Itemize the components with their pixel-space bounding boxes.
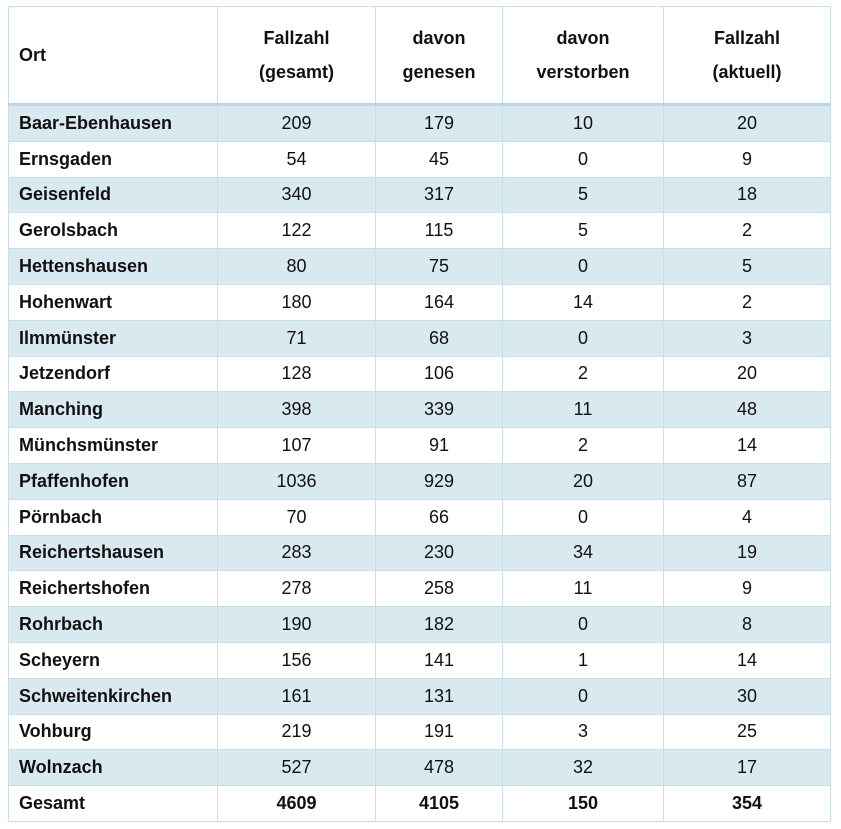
genesen-cell: 258 bbox=[376, 571, 503, 607]
header-line: Fallzahl bbox=[263, 28, 330, 48]
verstorben-cell: 10 bbox=[503, 105, 664, 142]
table-header bbox=[9, 7, 831, 105]
fallzahl-gesamt-cell: 398 bbox=[218, 392, 376, 428]
table-row bbox=[9, 750, 831, 786]
verstorben-cell: 20 bbox=[503, 463, 664, 499]
table-row bbox=[9, 284, 831, 320]
genesen-cell: 106 bbox=[376, 356, 503, 392]
table-row bbox=[9, 141, 831, 177]
fallzahl-aktuell-cell: 30 bbox=[664, 678, 831, 714]
verstorben-cell: 3 bbox=[503, 714, 664, 750]
table-row bbox=[9, 642, 831, 678]
header-ort: Ort bbox=[9, 7, 218, 105]
verstorben-cell: 14 bbox=[503, 284, 664, 320]
table-row bbox=[9, 535, 831, 571]
genesen-cell: 339 bbox=[376, 392, 503, 428]
fallzahl-gesamt-cell: 219 bbox=[218, 714, 376, 750]
table-row bbox=[9, 607, 831, 643]
genesen-cell: 478 bbox=[376, 750, 503, 786]
total-genesen-cell: 4105 bbox=[376, 786, 503, 822]
ort-cell: Baar-Ebenhausen bbox=[9, 105, 218, 142]
verstorben-cell: 0 bbox=[503, 607, 664, 643]
verstorben-cell: 0 bbox=[503, 499, 664, 535]
fallzahl-gesamt-cell: 190 bbox=[218, 607, 376, 643]
table-row bbox=[9, 392, 831, 428]
fallzahl-gesamt-cell: 161 bbox=[218, 678, 376, 714]
verstorben-cell: 5 bbox=[503, 213, 664, 249]
ort-cell: Reichertshausen bbox=[9, 535, 218, 571]
fallzahl-aktuell-cell: 48 bbox=[664, 392, 831, 428]
ort-cell: Ernsgaden bbox=[9, 141, 218, 177]
ort-cell: Schweitenkirchen bbox=[9, 678, 218, 714]
fallzahl-aktuell-cell: 25 bbox=[664, 714, 831, 750]
verstorben-cell: 2 bbox=[503, 356, 664, 392]
genesen-cell: 191 bbox=[376, 714, 503, 750]
verstorben-cell: 2 bbox=[503, 428, 664, 464]
fallzahl-aktuell-cell: 9 bbox=[664, 571, 831, 607]
genesen-cell: 68 bbox=[376, 320, 503, 356]
table-row bbox=[9, 105, 831, 142]
genesen-cell: 75 bbox=[376, 249, 503, 285]
verstorben-cell: 32 bbox=[503, 750, 664, 786]
table-row bbox=[9, 428, 831, 464]
fallzahl-gesamt-cell: 80 bbox=[218, 249, 376, 285]
verstorben-cell: 0 bbox=[503, 141, 664, 177]
ort-cell: Hohenwart bbox=[9, 284, 218, 320]
genesen-cell: 66 bbox=[376, 499, 503, 535]
fallzahl-gesamt-cell: 70 bbox=[218, 499, 376, 535]
fallzahl-gesamt-cell: 122 bbox=[218, 213, 376, 249]
ort-cell: Scheyern bbox=[9, 642, 218, 678]
total-fallzahl-gesamt-cell: 4609 bbox=[218, 786, 376, 822]
header-davon-verstorben bbox=[503, 7, 664, 105]
verstorben-cell: 0 bbox=[503, 678, 664, 714]
fallzahl-aktuell-cell: 18 bbox=[664, 177, 831, 213]
genesen-cell: 141 bbox=[376, 642, 503, 678]
fallzahl-aktuell-cell: 87 bbox=[664, 463, 831, 499]
verstorben-cell: 11 bbox=[503, 392, 664, 428]
table-row bbox=[9, 499, 831, 535]
verstorben-cell: 5 bbox=[503, 177, 664, 213]
ort-cell: Rohrbach bbox=[9, 607, 218, 643]
header-line: verstorben bbox=[536, 62, 630, 82]
case-table-wrapper bbox=[8, 6, 830, 822]
total-fallzahl-aktuell-cell: 354 bbox=[664, 786, 831, 822]
table-row bbox=[9, 678, 831, 714]
fallzahl-gesamt-cell: 209 bbox=[218, 105, 376, 142]
ort-cell: Ilmmünster bbox=[9, 320, 218, 356]
fallzahl-aktuell-cell: 17 bbox=[664, 750, 831, 786]
table-row bbox=[9, 463, 831, 499]
header-davon-genesen bbox=[376, 7, 503, 105]
fallzahl-gesamt-cell: 1036 bbox=[218, 463, 376, 499]
ort-cell: Wolnzach bbox=[9, 750, 218, 786]
header-line: (gesamt) bbox=[258, 62, 334, 82]
header-fallzahl-aktuell bbox=[664, 7, 831, 105]
fallzahl-aktuell-cell: 9 bbox=[664, 141, 831, 177]
genesen-cell: 91 bbox=[376, 428, 503, 464]
total-ort-cell: Gesamt bbox=[9, 786, 218, 822]
genesen-cell: 131 bbox=[376, 678, 503, 714]
ort-cell: Reichertshofen bbox=[9, 571, 218, 607]
ort-cell: Geisenfeld bbox=[9, 177, 218, 213]
ort-cell: Gerolsbach bbox=[9, 213, 218, 249]
genesen-cell: 115 bbox=[376, 213, 503, 249]
genesen-cell: 45 bbox=[376, 141, 503, 177]
fallzahl-gesamt-cell: 54 bbox=[218, 141, 376, 177]
genesen-cell: 929 bbox=[376, 463, 503, 499]
ort-cell: Vohburg bbox=[9, 714, 218, 750]
ort-cell: Hettenshausen bbox=[9, 249, 218, 285]
table-body bbox=[9, 105, 831, 822]
verstorben-cell: 0 bbox=[503, 320, 664, 356]
genesen-cell: 179 bbox=[376, 105, 503, 142]
fallzahl-aktuell-cell: 4 bbox=[664, 499, 831, 535]
fallzahl-gesamt-cell: 128 bbox=[218, 356, 376, 392]
fallzahl-aktuell-cell: 3 bbox=[664, 320, 831, 356]
header-line: genesen bbox=[402, 62, 476, 82]
fallzahl-gesamt-cell: 107 bbox=[218, 428, 376, 464]
fallzahl-aktuell-cell: 14 bbox=[664, 428, 831, 464]
ort-cell: Pörnbach bbox=[9, 499, 218, 535]
fallzahl-gesamt-cell: 278 bbox=[218, 571, 376, 607]
ort-cell: Manching bbox=[9, 392, 218, 428]
fallzahl-gesamt-cell: 527 bbox=[218, 750, 376, 786]
verstorben-cell: 34 bbox=[503, 535, 664, 571]
fallzahl-aktuell-cell: 5 bbox=[664, 249, 831, 285]
table-row bbox=[9, 571, 831, 607]
fallzahl-gesamt-cell: 283 bbox=[218, 535, 376, 571]
table-row bbox=[9, 177, 831, 213]
ort-cell: Pfaffenhofen bbox=[9, 463, 218, 499]
fallzahl-gesamt-cell: 340 bbox=[218, 177, 376, 213]
genesen-cell: 164 bbox=[376, 284, 503, 320]
header-line: davon bbox=[556, 28, 610, 48]
header-fallzahl-gesamt bbox=[218, 7, 376, 105]
fallzahl-aktuell-cell: 14 bbox=[664, 642, 831, 678]
genesen-cell: 182 bbox=[376, 607, 503, 643]
fallzahl-gesamt-cell: 156 bbox=[218, 642, 376, 678]
fallzahl-aktuell-cell: 2 bbox=[664, 213, 831, 249]
header-line: (aktuell) bbox=[712, 62, 782, 82]
fallzahl-aktuell-cell: 20 bbox=[664, 105, 831, 142]
verstorben-cell: 0 bbox=[503, 249, 664, 285]
verstorben-cell: 11 bbox=[503, 571, 664, 607]
genesen-cell: 317 bbox=[376, 177, 503, 213]
header-row bbox=[9, 7, 831, 105]
table-row bbox=[9, 356, 831, 392]
total-row bbox=[9, 786, 831, 822]
table-row bbox=[9, 249, 831, 285]
ort-cell: Münchsmünster bbox=[9, 428, 218, 464]
verstorben-cell: 1 bbox=[503, 642, 664, 678]
fallzahl-aktuell-cell: 8 bbox=[664, 607, 831, 643]
genesen-cell: 230 bbox=[376, 535, 503, 571]
table-row bbox=[9, 320, 831, 356]
table-row bbox=[9, 213, 831, 249]
header-line: Fallzahl bbox=[713, 28, 780, 48]
header-line: davon bbox=[412, 28, 466, 48]
fallzahl-aktuell-cell: 20 bbox=[664, 356, 831, 392]
case-table bbox=[8, 6, 831, 822]
total-verstorben-cell: 150 bbox=[503, 786, 664, 822]
fallzahl-aktuell-cell: 19 bbox=[664, 535, 831, 571]
ort-cell: Jetzendorf bbox=[9, 356, 218, 392]
fallzahl-aktuell-cell: 2 bbox=[664, 284, 831, 320]
fallzahl-gesamt-cell: 180 bbox=[218, 284, 376, 320]
table-row bbox=[9, 714, 831, 750]
fallzahl-gesamt-cell: 71 bbox=[218, 320, 376, 356]
